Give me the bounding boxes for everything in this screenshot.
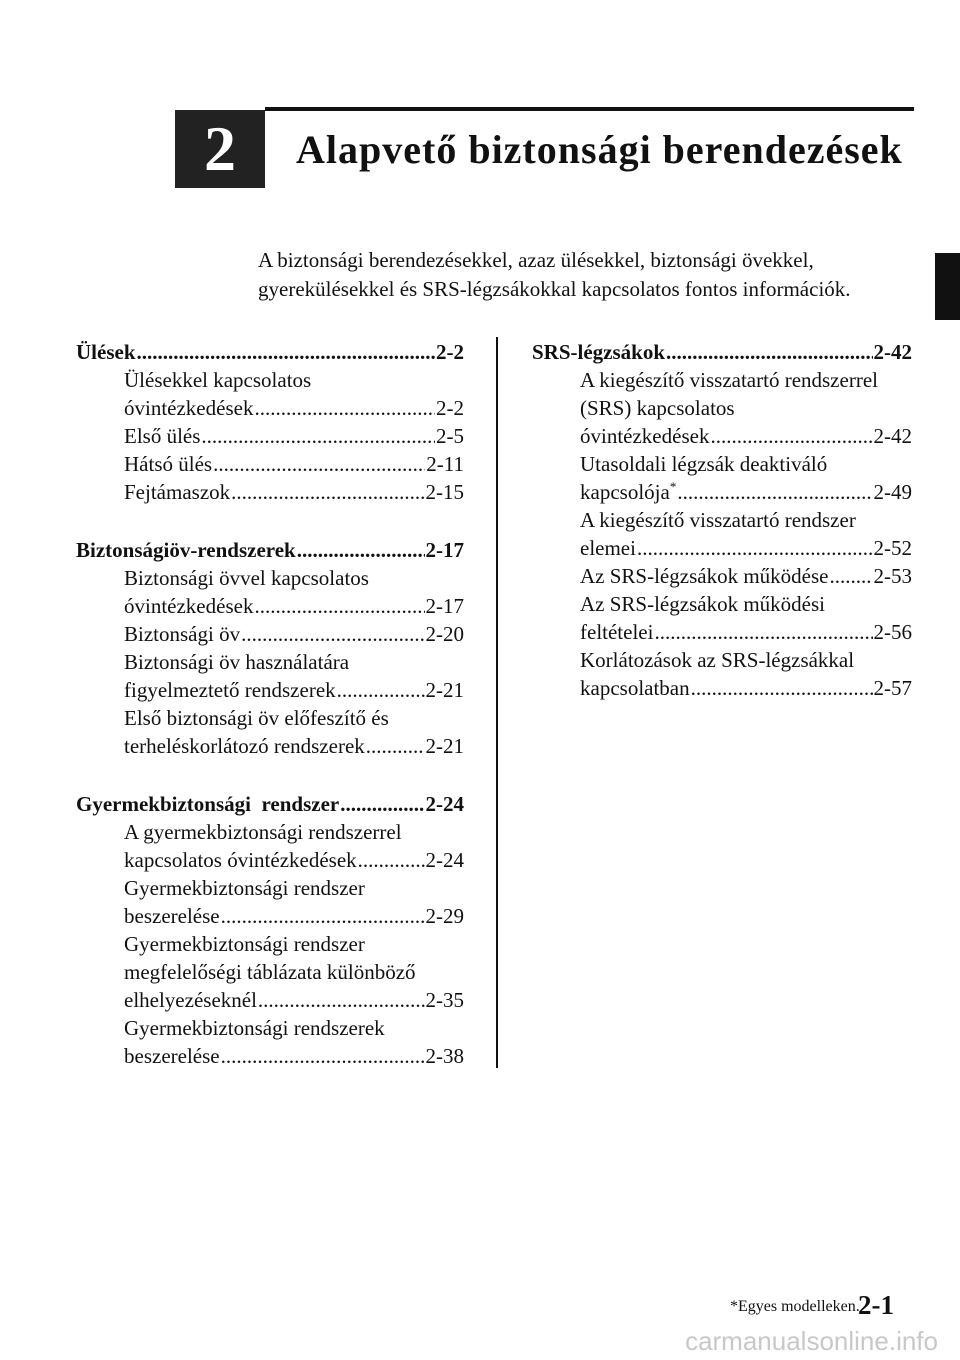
toc-entry[interactable]: Első ülés ..... 2-5: [76, 422, 464, 450]
chapter-rule: [265, 107, 914, 111]
toc-entry[interactable]: kapcsolója* ..... 2-49: [532, 478, 912, 506]
chapter-title: Alapvető biztonsági berendezések: [296, 127, 903, 172]
chapter-number: 2: [175, 110, 265, 188]
toc-entry-line: A kiegészítő visszatartó rendszerrel: [580, 368, 878, 392]
toc-section-seats: [76, 338, 464, 506]
toc-entry-line: Utasoldali légzsák deaktiváló: [580, 452, 828, 476]
watermark: carmanualsonline.info: [685, 1326, 938, 1356]
toc-entry[interactable]: kapcsolatos óvintézkedések ..... 2-24: [76, 846, 464, 874]
toc-entry-title: kapcsolója: [580, 480, 670, 504]
toc-entry-line: Az SRS-légzsákok működési: [580, 592, 825, 616]
toc-entry[interactable]: Biztonsági öv ..... 2-20: [76, 620, 464, 648]
toc-heading-seats[interactable]: Ülések ..... 2-2: [76, 338, 464, 366]
intro-line-1: A biztonsági berendezésekkel, azaz ülésekkel, biztonsági övekkel,: [258, 248, 814, 272]
toc-entry[interactable]: Hátsó ülés ..... 2-11: [76, 450, 464, 478]
toc-entry-line: A kiegészítő visszatartó rendszer: [580, 508, 856, 532]
toc-section-child-restraint: [76, 790, 464, 1070]
toc-heading-seatbelts[interactable]: Biztonságiöv-rendszerek ..... 2-17: [76, 536, 464, 564]
toc-entry[interactable]: kapcsolatban ..... 2-57: [532, 674, 912, 702]
column-divider: [496, 337, 498, 1068]
toc-entry-line: (SRS) kapcsolatos: [580, 396, 735, 420]
toc-section-srs: [532, 338, 912, 702]
toc-entry-line: Gyermekbiztonsági rendszerek: [124, 1016, 385, 1040]
toc-entry-line: Gyermekbiztonsági rendszer: [124, 876, 365, 900]
toc-entry[interactable]: figyelmeztető rendszerek ..... 2-21: [76, 676, 464, 704]
toc-left-column: [76, 338, 464, 1100]
toc-heading-srs[interactable]: SRS-légzsákok ..... 2-42: [532, 338, 912, 366]
toc-entry[interactable]: elhelyezéseknél ..... 2-35: [76, 986, 464, 1014]
toc-entry-line: Biztonsági övvel kapcsolatos: [124, 566, 369, 590]
toc-entry-line: Biztonsági öv használatára: [124, 650, 350, 674]
toc-entry[interactable]: Fejtámaszok ..... 2-15: [76, 478, 464, 506]
toc-entry-line: Gyermekbiztonsági rendszer: [124, 932, 365, 956]
toc-entry-line: Korlátozások az SRS-légzsákkal: [580, 648, 855, 672]
toc-heading-child-restraint[interactable]: Gyermekbiztonsági rendszer ..... 2-24: [76, 790, 464, 818]
toc-entry-line: megfelelőségi táblázata különböző: [124, 960, 416, 984]
chapter-intro: [258, 246, 918, 304]
intro-line-2: gyerekülésekkel és SRS-légzsákokkal kapcsolatos fontos információk.: [258, 277, 851, 301]
chapter-side-tab: [935, 253, 960, 320]
toc-entry-line: A gyermekbiztonsági rendszerrel: [124, 820, 402, 844]
toc-entry[interactable]: Az SRS-légzsákok működése ..... 2-53: [532, 562, 912, 590]
page-number: 2-1: [858, 1290, 894, 1320]
toc-entry[interactable]: feltételei ..... 2-56: [532, 618, 912, 646]
toc-entry[interactable]: óvintézkedések ..... 2-17: [76, 592, 464, 620]
toc-entry[interactable]: óvintézkedések ..... 2-2: [76, 394, 464, 422]
toc-entry[interactable]: elemei ..... 2-52: [532, 534, 912, 562]
toc-entry[interactable]: óvintézkedések ..... 2-42: [532, 422, 912, 450]
toc-section-seatbelts: [76, 536, 464, 760]
optional-mark: *: [669, 479, 677, 494]
toc-entry[interactable]: terheléskorlátozó rendszerek ..... 2-21: [76, 732, 464, 760]
toc-entry-line: Ülésekkel kapcsolatos: [124, 368, 312, 392]
toc-right-column: [532, 338, 912, 732]
toc-entry[interactable]: beszerelése ..... 2-29: [76, 902, 464, 930]
toc-entry-line: Első biztonsági öv előfeszítő és: [124, 706, 389, 730]
footnote: *Egyes modelleken.: [730, 1298, 860, 1315]
toc-entry[interactable]: beszerelése ..... 2-38: [76, 1042, 464, 1070]
